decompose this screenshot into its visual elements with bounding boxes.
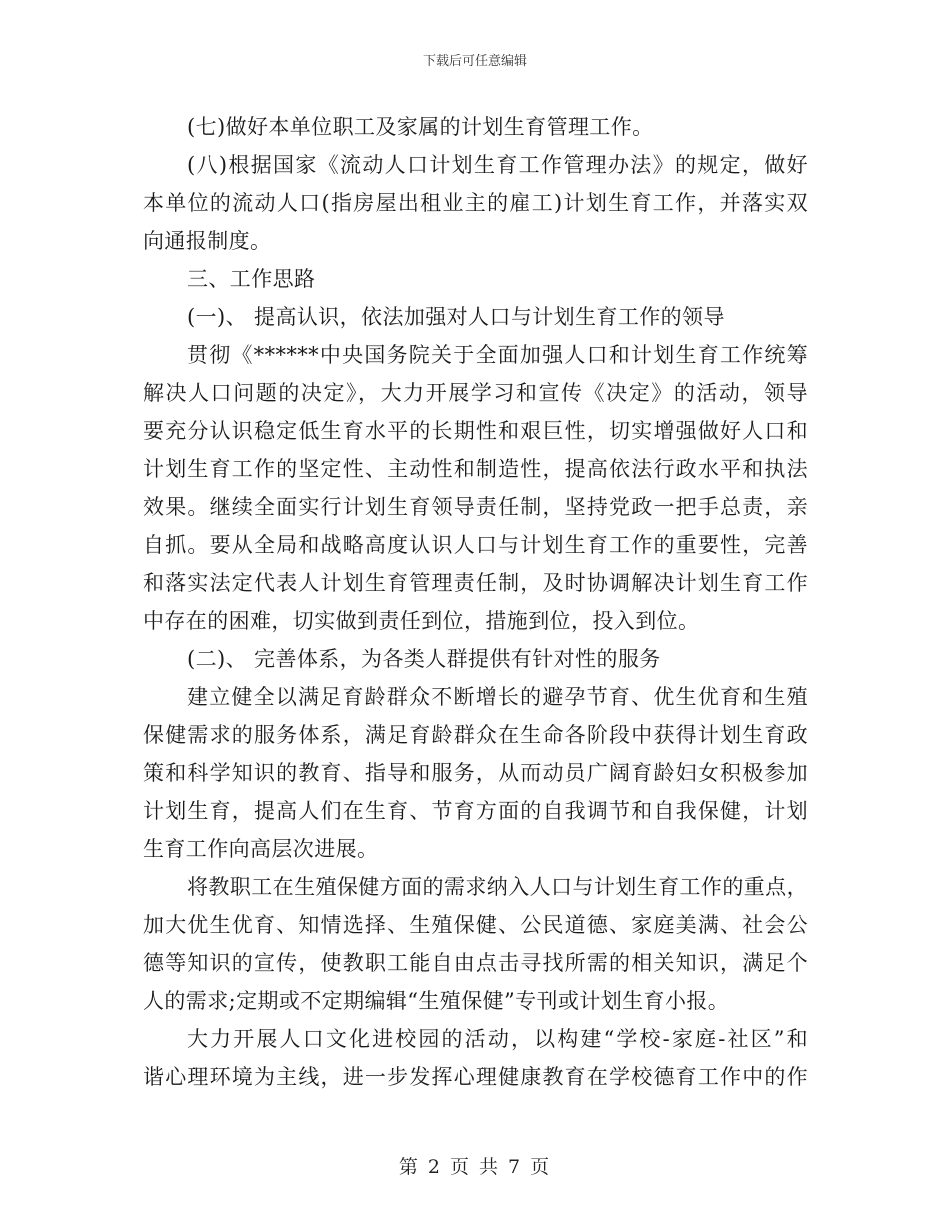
current-page-number: 2 [427,1156,442,1178]
paragraph-line: 大力开展人口文化进校园的活动，以构建“学校-家庭-社区”和 [187,1027,808,1051]
page-header: 下载后可任意编辑 [422,54,527,69]
paragraph-line: (八)根据国家《流动人口计划生育工作管理办法》的规定，做好 [187,153,808,177]
subsection-heading: (二)、 完善体系，为各类人群提供有针对性的服务 [187,647,661,671]
paragraph-line: 谐心理环境为主线，进一步发挥心理健康教育在学校德育工作中的作 [143,1065,808,1089]
paragraph-line: 本单位的流动人口(指房屋出租业主的雇工)计划生育工作，并落实双 [143,191,808,215]
paragraph-line: 要充分认识稳定低生育水平的长期性和艰巨性，切实增强做好人口和 [143,419,808,443]
paragraph-line: 德等知识的宣传，使教职工能自由点击寻找所需的相关知识，满足个 [143,951,808,975]
paragraph-line: 解决人口问题的决定》，大力开展学习和宣传《决定》的活动，领导 [143,381,808,405]
paragraph-line: 策和科学知识的教育、指导和服务，从而动员广阔育龄妇女积极参加 [143,761,808,785]
paragraph-line: 中存在的困难，切实做到责任到位，措施到位，投入到位。 [143,609,700,633]
paragraph-line: 将教职工在生殖保健方面的需求纳入人口与计划生育工作的重点， [187,875,808,899]
paragraph-line: 自抓。要从全局和战略高度认识人口与计划生育工作的重要性，完善 [143,533,808,557]
paragraph-line: (七)做好本单位职工及家属的计划生育管理工作。 [187,115,654,139]
footer-middle: 页 共 [449,1156,501,1178]
footer-suffix: 页 [530,1156,552,1178]
paragraph-line: 向通报制度。 [143,229,272,253]
paragraph-line: 贯彻《******中央国务院关于全面加强人口和计划生育工作统筹 [187,343,808,367]
paragraph-line: 生育工作向高层次进展。 [143,837,379,861]
paragraph-line: 人的需求;定期或不定期编辑“生殖保健”专刊或计划生育小报。 [143,989,730,1013]
document-body [143,108,808,1096]
paragraph-line: 保健需求的服务体系，满足育龄群众在生命各阶段中获得计划生育政 [143,723,808,747]
page-footer [0,1152,950,1179]
paragraph-line: 加大优生优育、知情选择、生殖保健、公民道德、家庭美满、社会公 [143,913,808,937]
paragraph-line: 计划生育，提高人们在生育、节育方面的自我调节和自我保健，计划 [143,799,808,823]
section-heading: 三、工作思路 [187,267,316,291]
paragraph-line: 效果。继续全面实行计划生育领导责任制，坚持党政一把手总责，亲 [143,495,808,519]
paragraph-line: 建立健全以满足育龄群众不断增长的避孕节育、优生优育和生殖 [187,685,808,709]
paragraph-line: 和落实法定代表人计划生育管理责任制，及时协调解决计划生育工作 [143,571,808,595]
total-page-count: 7 [508,1156,523,1178]
paragraph-line: 计划生育工作的坚定性、主动性和制造性，提高依法行政水平和执法 [143,457,808,481]
footer-prefix: 第 [398,1156,420,1178]
subsection-heading: (一)、 提高认识，依法加强对人口与计划生育工作的领导 [187,305,725,329]
